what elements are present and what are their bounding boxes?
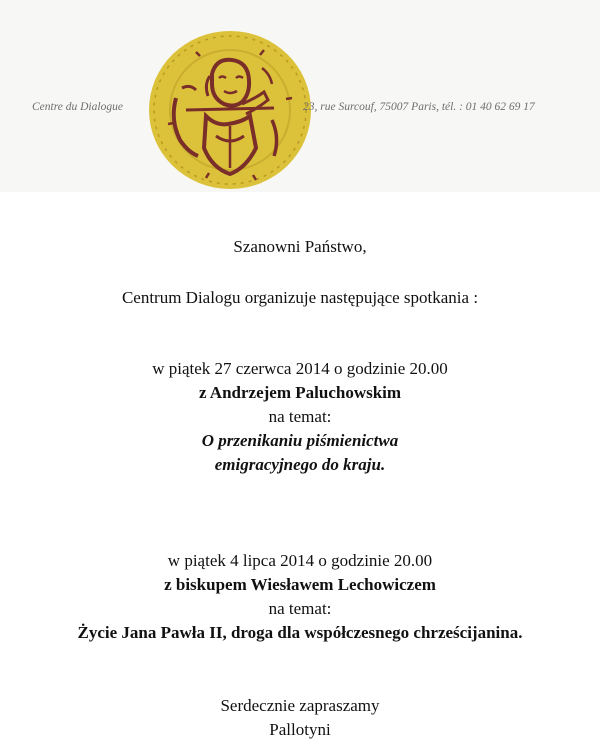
meeting-1-topic-line-2: emigracyjnego do kraju.	[214, 455, 386, 474]
meeting-1-topic-label: na temat:	[268, 407, 332, 426]
seal-logo	[146, 28, 314, 192]
organization-address: 23, rue Surcouf, 75007 Paris, tél. : 01 40 62 69 17	[303, 101, 535, 113]
meeting-2-speaker: z biskupem Wiesławem Lechowiczem	[164, 575, 436, 594]
closing-text: Serdecznie zapraszamy	[220, 696, 380, 715]
salutation: Szanowni Państwo,	[233, 237, 367, 256]
intro-text: Centrum Dialogu organizuje następujące spotkania :	[121, 288, 479, 307]
meeting-2-date: w piątek 4 lipca 2014 o godzinie 20.00	[167, 551, 433, 570]
meeting-1-date: w piątek 27 czerwca 2014 o godzinie 20.00	[152, 359, 448, 378]
meeting-1-topic-line-1: O przenikaniu piśmienictwa	[201, 431, 399, 450]
meeting-1-speaker: z Andrzejem Paluchowskim	[198, 383, 402, 402]
signature: Pallotyni	[269, 720, 331, 739]
meeting-2-topic-line-1: Życie Jana Pawła II, droga dla współczesnego chrześcijanina.	[77, 623, 523, 642]
meeting-2-topic-label: na temat:	[268, 599, 332, 618]
organization-name: Centre du Dialogue	[32, 101, 123, 113]
letterhead	[0, 0, 600, 192]
seal-emblem-icon	[146, 28, 314, 192]
